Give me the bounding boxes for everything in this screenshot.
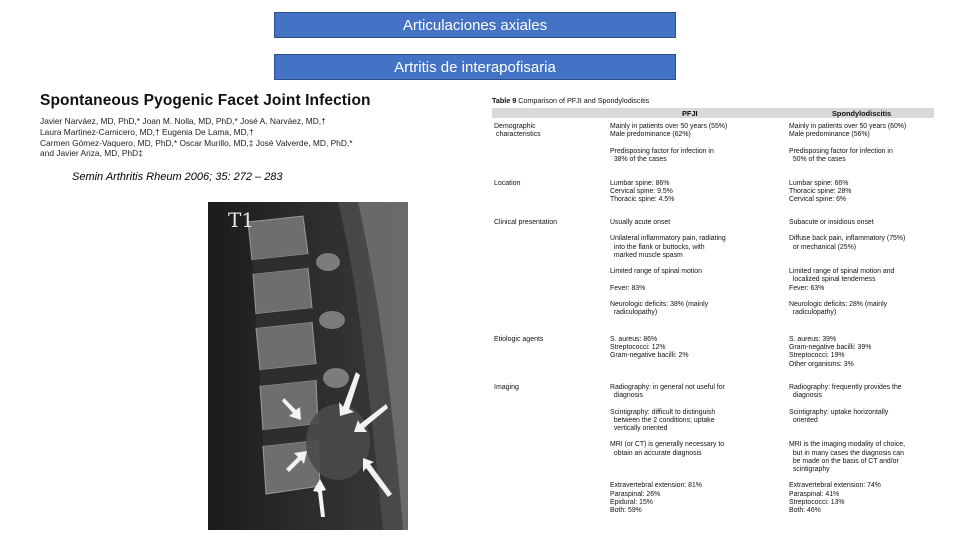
table-cell: MRI is the imaging modality of choice, — [789, 441, 906, 449]
row-label: Imaging — [494, 384, 519, 391]
table-cell: Thoracic spine: 28% — [789, 188, 852, 196]
table-cell: S. aureus: 86% — [610, 336, 658, 343]
column-header-pfji: PFJI — [682, 109, 698, 118]
table-cell: Mainly in patients over 50 years (55%) — [610, 123, 728, 130]
table-cell: localized spinal tenderness — [789, 276, 876, 284]
table-cell: Extravertebral extension: 81% — [610, 482, 702, 490]
citation: Semin Arthritis Rheum 2006; 35: 272 – 283 — [72, 171, 283, 183]
row-label: Clinical presentation — [494, 219, 558, 226]
table-cell: Usually acute onset — [610, 219, 671, 226]
table-cell: marked muscle spasm — [610, 251, 683, 259]
table-cell: Radiography: in general not useful for — [610, 384, 725, 391]
table-cell: between the 2 conditions; uptake — [610, 416, 715, 424]
table-cell: scintigraphy — [789, 466, 830, 473]
table-cell: 50% of the cases — [789, 155, 846, 163]
table-caption: Comparison of PFJI and Spondylodiscitis — [516, 96, 650, 105]
table-cell: diagnosis — [789, 392, 822, 400]
author-line: Laura Martinez-Carnicero, MD,† Eugenia De Lama, MD,† — [40, 126, 254, 137]
table-cell: be made on the basis of CT and/or — [789, 457, 899, 465]
table-cell: Predisposing factor for infection in — [610, 147, 714, 155]
table-cell: vertically oriented — [610, 425, 668, 432]
table-cell: Mainly in patients over 50 years (60%) — [789, 123, 907, 130]
table-cell: Streptococci: 12% — [610, 344, 666, 352]
subtitle-banner: Artritis de interapofisaria — [274, 54, 676, 80]
table-cell: Both: 59% — [610, 507, 642, 514]
table-cell: Gram-negative bacilli: 2% — [610, 352, 689, 360]
table-cell: radiculopathy) — [789, 309, 837, 317]
table-cell: but in many cases the diagnosis can — [789, 449, 904, 457]
table-header — [492, 108, 934, 118]
table-cell: Streptococci: 19% — [789, 352, 845, 360]
table-cell: Gram-negative bacilli: 39% — [789, 344, 872, 352]
table-cell: Fever: 83% — [610, 284, 646, 292]
table-cell: Neurologic deficits: 38% (mainly — [610, 301, 709, 308]
table-title — [492, 96, 649, 105]
table-cell: Neurologic deficits: 28% (mainly — [789, 301, 888, 308]
table-cell: Unilateral inflammatory pain, radiating — [610, 235, 726, 243]
title-banner: Articulaciones axiales — [274, 12, 676, 38]
table-number: Table 9 — [492, 96, 517, 105]
author-line: and Javier Ariza, MD, PhD‡ — [40, 148, 143, 159]
table-cell: Epidural: 15% — [610, 498, 653, 506]
article-title: Spontaneous Pyogenic Facet Joint Infection — [40, 92, 371, 109]
table-cell: Male predominance (56%) — [789, 131, 870, 139]
table-cell: or mechanical (25%) — [789, 243, 857, 251]
table-cell: radiculopathy) — [610, 309, 658, 317]
table-cell: Thoracic spine: 4.5% — [610, 196, 675, 204]
table-cell: oriented — [789, 416, 818, 424]
table-cell: Male predominance (62%) — [610, 131, 691, 139]
column-header-spondylodiscitis: Spondylodiscitis — [832, 109, 892, 118]
table-cell: Radiography: frequently provides the — [789, 384, 902, 391]
table-cell: 38% of the cases — [610, 155, 667, 163]
table-cell: Other organisms: 3% — [789, 360, 854, 368]
table-cell: Paraspinal: 41% — [789, 490, 840, 498]
table-cell: Cervical spine: 6% — [789, 196, 847, 204]
row-label: Location — [494, 180, 521, 187]
row-label: Etiologic agents — [494, 336, 544, 343]
table-cell: diagnosis — [610, 392, 643, 400]
table-cell: Lumbar spine: 86% — [610, 180, 670, 187]
article-authors — [40, 116, 430, 159]
table-cell: Fever: 63% — [789, 284, 825, 292]
mri-sequence-label: T1 — [228, 208, 255, 232]
table-cell: Cervical spine: 9.5% — [610, 188, 673, 196]
table-cell: Limited range of spinal motion — [610, 268, 702, 276]
table-cell: obtain an accurate diagnosis — [610, 449, 702, 457]
author-line: Carmen Gómez-Vaquero, MD, PhD,* Oscar Murillo, MD,‡ José Valverde, MD, PhD,* — [40, 137, 353, 148]
table-cell: into the flank or buttocks, with — [610, 243, 705, 251]
mri-image — [208, 202, 408, 530]
table-cell: Subacute or insidious onset — [789, 219, 874, 226]
comparison-table — [492, 96, 938, 536]
table-cell: Predisposing factor for infection in — [789, 147, 893, 155]
table-cell: S. aureus: 39% — [789, 336, 837, 343]
table-cell: Limited range of spinal motion and — [789, 268, 895, 276]
mri-scan-graphic — [208, 202, 408, 530]
table-cell: Extravertebral extension: 74% — [789, 482, 881, 490]
table-cell: Streptococci: 13% — [789, 498, 845, 506]
table-cell: Scintigraphy: difficult to distinguish — [610, 408, 716, 416]
row-label: Demographic characteristics — [494, 123, 541, 139]
table-cell: Diffuse back pain, inflammatory (75%) — [789, 235, 906, 243]
table-cell: Paraspinal: 26% — [610, 490, 661, 498]
table-cell: Lumbar spine: 66% — [789, 180, 849, 187]
table-cell: Scintigraphy: uptake horizontally — [789, 408, 889, 416]
table-cell: MRI (or CT) is generally necessary to — [610, 441, 725, 449]
table-cell: Both: 46% — [789, 507, 821, 514]
author-line: Javier Narváez, MD, PhD,* Joan M. Nolla, MD, PhD,* José A. Narváez, MD,† — [40, 116, 326, 126]
